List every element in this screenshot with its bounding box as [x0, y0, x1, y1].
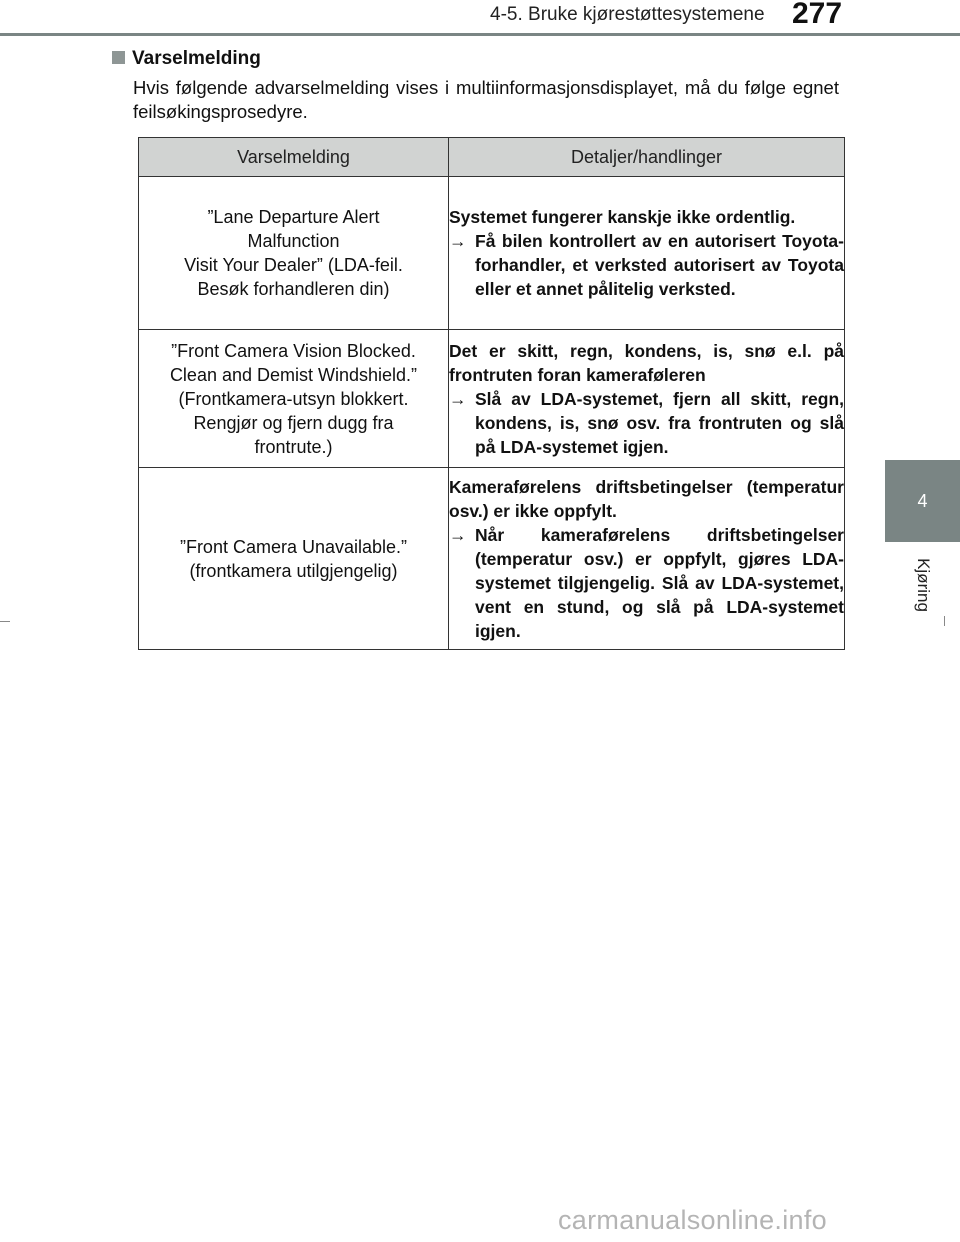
- message-line: ”Front Camera Unavailable.”: [179, 536, 408, 557]
- message-cell: [139, 330, 449, 468]
- message-cell: [139, 468, 449, 650]
- message-line: (frontkamera utilgjengelig): [189, 560, 398, 581]
- status-text: Kameraførelens driftsbetingelser (temperatur osv.) er ikke oppfylt.: [449, 476, 844, 521]
- page-number: 277: [792, 0, 843, 30]
- message-line: Malfunction: [247, 231, 340, 251]
- header-rule: [0, 33, 960, 36]
- message-line: (Frontkamera-utsyn blokkert.: [178, 388, 409, 409]
- section-heading-text: Varselmelding: [132, 48, 261, 69]
- message-line: Rengjør og fjern dugg fra: [193, 412, 394, 433]
- details-cell: [449, 177, 845, 330]
- column-header-details: Detaljer/handlinger: [449, 138, 845, 177]
- action-text: Få bilen kontrollert av en autorisert Toyota-forhandler, et verksted autorisert av Toyota eller et annet pålitelig verksted.: [475, 231, 844, 299]
- action-item: [449, 229, 844, 301]
- table-row: [139, 468, 845, 650]
- crop-mark-left: [0, 621, 10, 622]
- message-line: Besøk forhandleren din): [197, 279, 390, 299]
- status-text: Det er skitt, regn, kondens, is, snø e.l. på frontruten foran kameraføleren: [449, 340, 844, 385]
- arrow-icon: →: [449, 231, 467, 251]
- message-line: ”Front Camera Vision Blocked.: [171, 340, 416, 361]
- chapter-label: [885, 550, 960, 620]
- intro-paragraph: Hvis følgende advarselmelding vises i multiinformasjonsdisplayet, må du følge egnet feilsøkingsprosedyre.: [133, 77, 839, 122]
- action-item: [449, 387, 844, 459]
- chapter-tab: [885, 460, 960, 542]
- arrow-icon: →: [449, 388, 467, 409]
- message-line: Visit Your Dealer” (LDA-feil.: [184, 255, 403, 275]
- details-cell: [449, 330, 845, 468]
- details-cell: [449, 468, 845, 650]
- square-bullet-icon: [112, 51, 125, 64]
- chapter-number: 4: [917, 490, 928, 511]
- chapter-label-text: Kjøring: [913, 558, 933, 612]
- table-row: [139, 330, 845, 468]
- watermark-logo: carmanualsonline.info: [558, 1205, 827, 1235]
- column-header-message: Varselmelding: [139, 138, 449, 177]
- arrow-icon: →: [449, 524, 467, 545]
- section-heading: [112, 48, 261, 70]
- action-text: Slå av LDA-systemet, fjern all skitt, regn, kondens, is, snø osv. fra frontruten og slå på LDA-systemet igjen.: [475, 388, 844, 457]
- message-line: frontrute.): [254, 436, 333, 457]
- action-text: Når kameraførelens driftsbetingelser (temperatur osv.) er oppfylt, gjøres LDA-systemet tilgjengelig. Slå av LDA-systemet, vent en stund, og slå på LDA-systemet igjen.: [475, 524, 844, 641]
- message-line: Clean and Demist Windshield.”: [169, 364, 418, 385]
- table-header-row: [139, 138, 845, 177]
- running-header: 4-5. Bruke kjørestøttesystemene: [490, 4, 765, 25]
- message-line: ”Lane Departure Alert: [207, 207, 380, 227]
- warning-message-table: [138, 137, 845, 650]
- status-text: Systemet fungerer kanskje ikke ordentlig.: [449, 207, 796, 227]
- crop-mark-right: [944, 616, 945, 626]
- action-item: [449, 523, 844, 643]
- table-row: [139, 177, 845, 330]
- message-cell: [139, 177, 449, 330]
